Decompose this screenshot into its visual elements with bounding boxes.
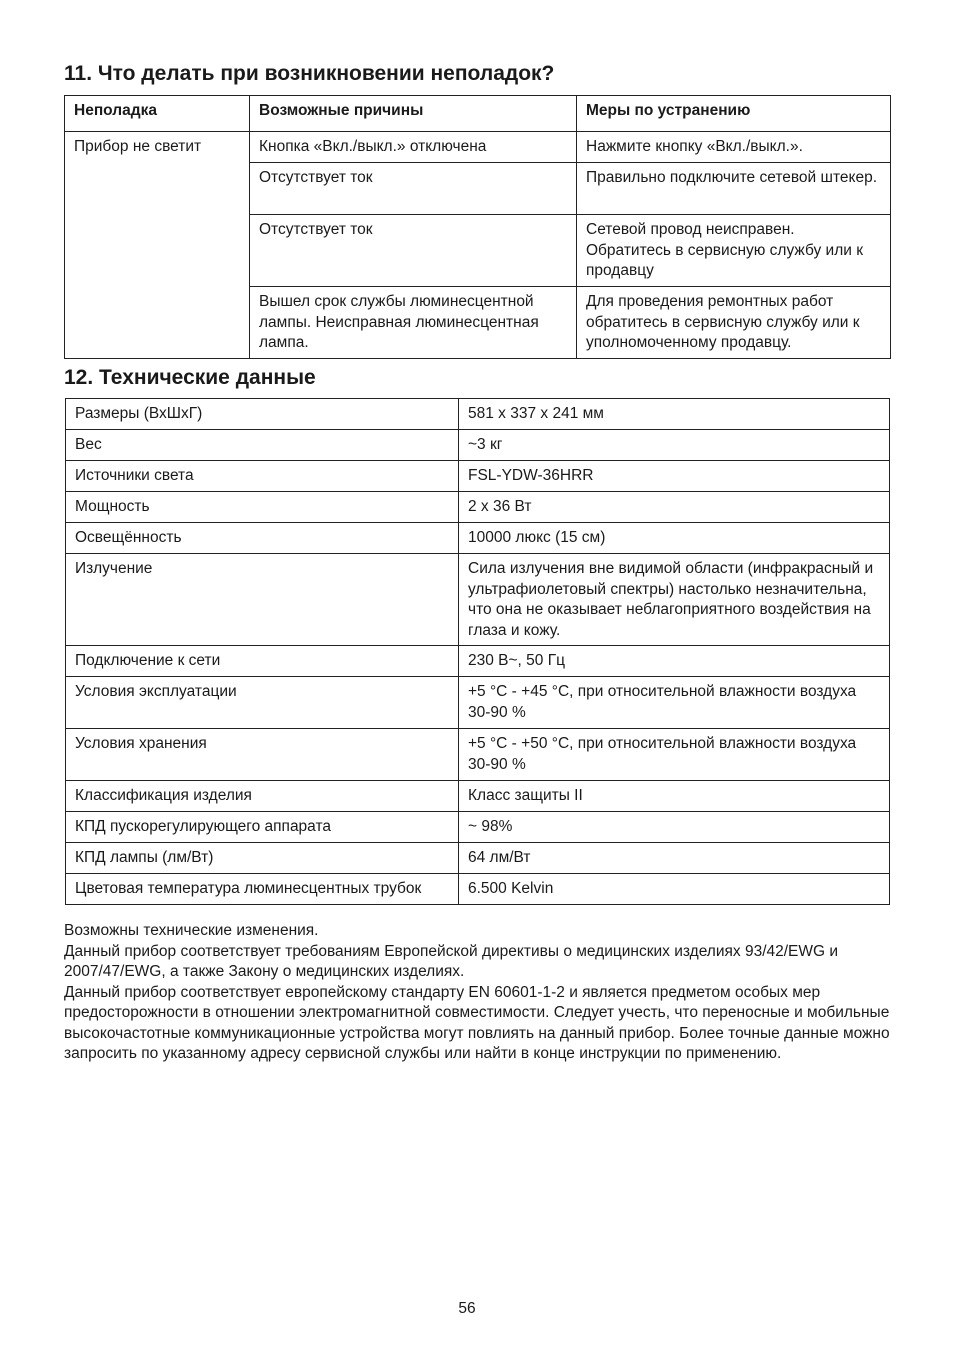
table-row — [66, 554, 890, 646]
spec-value: Класс защиты II — [459, 781, 890, 812]
spec-label: Мощность — [66, 492, 459, 523]
spec-label: КПД лампы (лм/Вт) — [66, 843, 459, 874]
spec-value: Сила излучения вне видимой области (инфракрасный и ультрафиолетовый спектры) настолько незначительна, что она не оказывает неблагоприятного воздействия на глаза и кожу. — [459, 554, 890, 646]
spec-label: Размеры (ВхШхГ) — [66, 399, 459, 430]
table-row — [66, 677, 890, 729]
troubleshooting-table — [64, 95, 891, 359]
spec-label: Классификация изделия — [66, 781, 459, 812]
table-row — [65, 132, 891, 163]
spec-label: Источники света — [66, 461, 459, 492]
table-row — [66, 646, 890, 677]
cause-cell: Кнопка «Вкл./выкл.» отключена — [250, 132, 577, 163]
spec-value: ~ 98% — [459, 812, 890, 843]
table-row — [66, 729, 890, 781]
spec-value: +5 °C - +50 °C, при относительной влажности воздуха 30-90 % — [459, 729, 890, 781]
page-number: 56 — [458, 1300, 476, 1317]
spec-value: 64 лм/Вт — [459, 843, 890, 874]
spec-value: 2 x 36 Вт — [459, 492, 890, 523]
notes-block — [64, 921, 894, 1065]
table-row — [66, 781, 890, 812]
table-row — [66, 430, 890, 461]
table-row — [66, 874, 890, 905]
cause-cell: Вышел срок службы люминесцентной лампы. Неисправная люминесцентная лампа. — [250, 287, 577, 359]
remedy-cell: Для проведения ремонтных работ обратитесь в сервисную службу или к уполномоченному продавцу. — [577, 287, 891, 359]
table-header-row — [65, 96, 891, 132]
spec-label: Освещённость — [66, 523, 459, 554]
spec-value: ~3 кг — [459, 430, 890, 461]
remedy-cell: Правильно подключите сетевой штекер. — [577, 163, 891, 215]
spec-label: КПД пускорегулирующего аппарата — [66, 812, 459, 843]
table-row — [66, 492, 890, 523]
table-row — [66, 843, 890, 874]
column-header-causes: Возможные причины — [250, 96, 577, 132]
section-heading-troubleshooting: 11. Что делать при возникновении неполадок? — [64, 62, 555, 85]
spec-value: 10000 люкс (15 см) — [459, 523, 890, 554]
table-row — [66, 461, 890, 492]
spec-value: 581 x 337 x 241 мм — [459, 399, 890, 430]
table-row — [66, 812, 890, 843]
spec-label: Условия хранения — [66, 729, 459, 781]
column-header-problem: Неполадка — [65, 96, 250, 132]
note-paragraph: Данный прибор соответствует европейскому стандарту EN 60601-1-2 и является предметом особых мер предосторожности в отношении электромагнитной совместимости. Следует учесть, что переносные и мобильные высокочастотные коммуникационные устройства могут повлиять на данный прибор. Более точные данные можно запросить по указанному адресу сервисной службы или найти в конце инструкции по применению. — [64, 983, 890, 1062]
spec-label: Вес — [66, 430, 459, 461]
remedy-cell: Нажмите кнопку «Вкл./выкл.». — [577, 132, 891, 163]
column-header-remedies: Меры по устранению — [577, 96, 891, 132]
spec-value: FSL-YDW-36HRR — [459, 461, 890, 492]
problem-cell: Прибор не светит — [65, 132, 250, 359]
spec-label: Цветовая температура люминесцентных трубок — [66, 874, 459, 905]
section-heading-technical: 12. Технические данные — [64, 366, 316, 389]
remedy-cell: Сетевой провод неисправен. Обратитесь в сервисную службу или к продавцу — [577, 215, 891, 287]
technical-data-table — [65, 398, 890, 905]
cause-cell: Отсутствует ток — [250, 215, 577, 287]
note-paragraph: Данный прибор соответствует требованиям Европейской директивы о медицинских изделиях 93/42/EWG и 2007/47/EWG, а также Закону о медицинских изделиях. — [64, 942, 839, 980]
spec-label: Излучение — [66, 554, 459, 646]
cause-cell: Отсутствует ток — [250, 163, 577, 215]
spec-value: 230 В~, 50 Гц — [459, 646, 890, 677]
spec-value: 6.500 Kelvin — [459, 874, 890, 905]
spec-value: +5 °C - +45 °C, при относительной влажности воздуха 30-90 % — [459, 677, 890, 729]
spec-label: Условия эксплуатации — [66, 677, 459, 729]
note-paragraph: Возможны технические изменения. — [64, 922, 319, 939]
spec-label: Подключение к сети — [66, 646, 459, 677]
table-row — [66, 399, 890, 430]
table-row — [66, 523, 890, 554]
